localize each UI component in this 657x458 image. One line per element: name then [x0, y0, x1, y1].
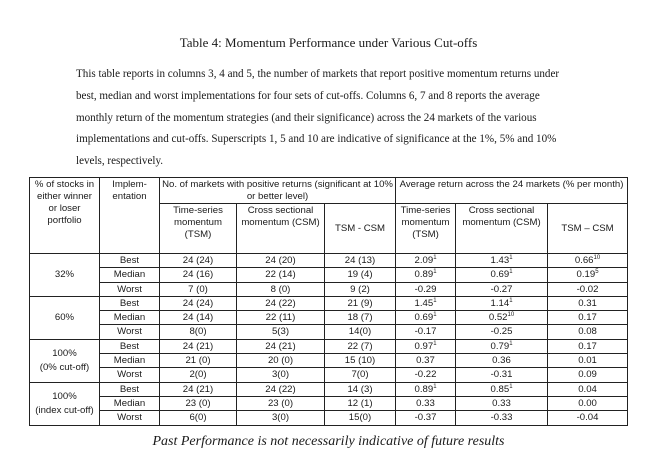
- header-markets-csm: Cross sectional momentum (CSM): [237, 204, 325, 254]
- cell-value: 0.33: [492, 397, 511, 409]
- tsm-markets-cell: [160, 396, 237, 410]
- header-markets-diff: TSM - CSM: [325, 204, 396, 254]
- table-row: [30, 325, 628, 339]
- table-row: [30, 354, 628, 368]
- diff-markets-cell: [325, 354, 396, 368]
- tsm-return-cell: [396, 268, 456, 282]
- csm-markets-cell: [237, 311, 325, 325]
- significance-superscript: 1: [433, 269, 437, 276]
- tsm-return-cell: [396, 254, 456, 268]
- significance-superscript: 1: [433, 312, 437, 318]
- cell-value: 23 (0): [185, 397, 211, 409]
- diff-markets-cell: [325, 296, 396, 310]
- diff-markets-cell: [325, 311, 396, 325]
- csm-return-cell: [456, 296, 548, 310]
- cell-value: 0.89: [414, 269, 434, 281]
- tsm-return-cell: [396, 296, 456, 310]
- header-markets-tsm: Time-series momentum (TSM): [160, 204, 237, 254]
- cell-value: 0.85: [490, 383, 510, 395]
- significance-superscript: 10: [507, 312, 515, 318]
- tsm-return-cell: [396, 382, 456, 396]
- diff-markets-cell: [325, 268, 396, 282]
- csm-markets-cell: [237, 368, 325, 382]
- csm-return-cell: [456, 396, 548, 410]
- cell-value: 24 (24): [182, 255, 214, 266]
- tsm-markets-cell: [160, 354, 237, 368]
- diff-return-cell: [548, 354, 628, 368]
- table-row: [30, 296, 628, 310]
- cell-value: 24 (21): [182, 340, 214, 352]
- diff-markets-cell: [325, 382, 396, 396]
- tsm-return-cell: [396, 282, 456, 296]
- csm-markets-cell: [237, 339, 325, 353]
- disclaimer-footer: Past Performance is not necessarily indicative of future results: [152, 434, 505, 449]
- cell-value: 0.36: [492, 355, 511, 367]
- group-label: 32%: [54, 268, 75, 280]
- header-returns-group: Average return across the 24 markets (% per month): [396, 178, 628, 204]
- tsm-markets-cell: [160, 339, 237, 353]
- significance-superscript: 10: [593, 254, 601, 261]
- cell-value: Worst: [117, 369, 142, 381]
- table-row: [30, 382, 628, 396]
- implementation-cell: [100, 368, 160, 382]
- header-returns-csm: Cross sectional momentum (CSM): [456, 204, 548, 254]
- cell-value: 22 (14): [265, 269, 296, 281]
- csm-markets-cell: [237, 325, 325, 339]
- cell-value: 0.09: [578, 369, 597, 381]
- diff-markets-cell: [325, 368, 396, 382]
- tsm-return-cell: [396, 368, 456, 382]
- diff-return-cell: [548, 282, 628, 296]
- csm-return-cell: [456, 268, 548, 282]
- implementation-cell: [100, 382, 160, 396]
- cell-value: -0.29: [414, 283, 437, 295]
- tsm-return-cell: [396, 311, 456, 325]
- header-returns-diff: TSM – CSM: [548, 204, 628, 254]
- momentum-performance-table: [29, 177, 628, 426]
- cell-value: Best: [119, 340, 140, 352]
- diff-markets-cell: [325, 396, 396, 410]
- cell-value: 24 (24): [182, 297, 214, 309]
- csm-markets-cell: [237, 411, 325, 425]
- cell-value: 7(0): [351, 369, 369, 381]
- cell-value: 5(3): [271, 326, 290, 338]
- tsm-return-cell: [396, 396, 456, 410]
- cell-value: 15(0): [348, 412, 372, 424]
- cell-value: -0.37: [414, 412, 437, 424]
- cell-value: 0.31: [578, 297, 597, 309]
- cell-value: 12 (1): [347, 397, 373, 409]
- group-label-cell: [30, 296, 100, 339]
- csm-return-cell: [456, 354, 548, 368]
- cell-value: 8 (0): [270, 283, 291, 295]
- implementation-cell: [100, 282, 160, 296]
- cell-value: Median: [113, 355, 146, 367]
- csm-return-cell: [456, 254, 548, 268]
- cell-value: 1.14: [490, 297, 510, 309]
- cell-value: 0.04: [578, 383, 597, 395]
- tsm-markets-cell: [160, 296, 237, 310]
- cell-value: Worst: [117, 326, 142, 338]
- csm-markets-cell: [237, 396, 325, 410]
- tsm-markets-cell: [160, 254, 237, 268]
- cell-value: 24 (22): [265, 297, 296, 309]
- cell-value: 24 (21): [265, 340, 296, 352]
- implementation-cell: [100, 268, 160, 282]
- cell-value: -0.31: [490, 369, 513, 381]
- tsm-markets-cell: [160, 268, 237, 282]
- csm-markets-cell: [237, 254, 325, 268]
- significance-superscript: 1: [433, 340, 437, 347]
- cell-value: 24 (16): [182, 269, 214, 281]
- cell-value: 0.19: [576, 269, 596, 281]
- diff-return-cell: [548, 339, 628, 353]
- diff-return-cell: [548, 311, 628, 325]
- table-row: [30, 411, 628, 425]
- momentum-table-container: [29, 177, 627, 426]
- cell-value: 1.45: [414, 297, 434, 309]
- tsm-markets-cell: [160, 311, 237, 325]
- cell-value: 24 (22): [265, 383, 296, 395]
- csm-markets-cell: [237, 296, 325, 310]
- cell-value: 15 (10): [344, 355, 376, 367]
- cell-value: Median: [113, 397, 146, 409]
- cell-value: 6(0): [189, 412, 207, 424]
- cell-value: 0.69: [414, 312, 434, 324]
- cell-value: 0.69: [490, 269, 510, 281]
- group-label-cell: [30, 382, 100, 425]
- table-title: Table 4: Momentum Performance under Various Cut-offs: [179, 35, 478, 50]
- csm-markets-cell: [237, 354, 325, 368]
- group-label-cell: [30, 339, 100, 382]
- significance-superscript: 1: [433, 383, 437, 390]
- table-row: [30, 282, 628, 296]
- significance-superscript: 1: [433, 254, 437, 261]
- cell-value: -0.33: [490, 412, 513, 424]
- cell-value: 9 (2): [350, 283, 370, 295]
- diff-markets-cell: [325, 411, 396, 425]
- diff-markets-cell: [325, 254, 396, 268]
- cell-value: 3(0): [271, 369, 290, 381]
- table-row: [30, 339, 628, 353]
- cell-value: -0.02: [576, 283, 599, 295]
- cell-value: 24 (20): [265, 255, 296, 266]
- significance-superscript: 1: [509, 269, 513, 276]
- group-label: 100%: [52, 347, 77, 359]
- diff-return-cell: [548, 296, 628, 310]
- cell-value: 0.52: [488, 312, 508, 324]
- tsm-markets-cell: [160, 282, 237, 296]
- diff-markets-cell: [325, 282, 396, 296]
- cell-value: 0.79: [490, 340, 510, 352]
- header-returns-tsm: Time-series momentum (TSM): [396, 204, 456, 254]
- implementation-cell: [100, 411, 160, 425]
- csm-return-cell: [456, 382, 548, 396]
- cell-value: 0.66: [574, 255, 594, 266]
- cell-value: -0.22: [414, 369, 437, 381]
- cell-value: 23 (0): [267, 397, 294, 409]
- cell-value: 0.01: [578, 355, 597, 367]
- significance-superscript: 1: [509, 340, 513, 347]
- cell-value: 24 (14): [182, 312, 214, 324]
- diff-return-cell: [548, 254, 628, 268]
- group-label: 100%: [52, 390, 77, 402]
- cell-value: 21 (0): [185, 355, 211, 367]
- implementation-cell: [100, 311, 160, 325]
- table-row: [30, 268, 628, 282]
- cell-value: -0.17: [414, 326, 437, 338]
- cell-value: 7 (0): [188, 283, 208, 295]
- diff-markets-cell: [325, 325, 396, 339]
- cell-value: 8(0): [189, 326, 207, 338]
- cell-value: -0.04: [576, 412, 599, 424]
- tsm-return-cell: [396, 339, 456, 353]
- cell-value: Best: [119, 255, 140, 266]
- tsm-return-cell: [396, 354, 456, 368]
- cell-value: 3(0): [271, 412, 290, 424]
- csm-markets-cell: [237, 282, 325, 296]
- cell-value: 14(0): [348, 326, 372, 338]
- csm-return-cell: [456, 411, 548, 425]
- significance-superscript: 1: [509, 254, 513, 261]
- csm-return-cell: [456, 325, 548, 339]
- group-sublabel: (0% cut-off): [39, 361, 90, 373]
- implementation-cell: [100, 296, 160, 310]
- cell-value: -0.27: [490, 283, 513, 295]
- tsm-markets-cell: [160, 411, 237, 425]
- cell-value: Median: [113, 269, 146, 281]
- implementation-cell: [100, 325, 160, 339]
- cell-value: 0.33: [416, 397, 435, 409]
- group-label-cell: [30, 254, 100, 297]
- cell-value: Best: [119, 297, 140, 309]
- cell-value: Best: [119, 383, 140, 395]
- implementation-cell: [100, 339, 160, 353]
- group-label: 60%: [54, 311, 75, 323]
- diff-return-cell: [548, 396, 628, 410]
- cell-value: 18 (7): [347, 312, 373, 324]
- csm-return-cell: [456, 282, 548, 296]
- diff-markets-cell: [325, 339, 396, 353]
- cell-value: Median: [113, 312, 146, 324]
- tsm-markets-cell: [160, 325, 237, 339]
- csm-return-cell: [456, 339, 548, 353]
- significance-superscript: 5: [595, 269, 599, 276]
- tsm-return-cell: [396, 325, 456, 339]
- cell-value: 0.97: [414, 340, 434, 352]
- significance-superscript: 1: [433, 297, 437, 304]
- cell-value: 0.17: [578, 312, 597, 324]
- cell-value: 0.17: [578, 340, 597, 352]
- header-cutoff: % of stocks in either winner or loser portfolio: [30, 178, 100, 254]
- table-body: [30, 254, 628, 426]
- cell-value: 14 (3): [347, 383, 373, 395]
- csm-markets-cell: [237, 268, 325, 282]
- table-row: [30, 311, 628, 325]
- tsm-return-cell: [396, 411, 456, 425]
- cell-value: 0.08: [578, 326, 597, 338]
- implementation-cell: [100, 254, 160, 268]
- group-sublabel: (index cut-off): [35, 404, 94, 416]
- table-row: [30, 254, 628, 268]
- csm-markets-cell: [237, 382, 325, 396]
- cell-value: Worst: [117, 412, 142, 424]
- diff-return-cell: [548, 368, 628, 382]
- cell-value: 2(0): [189, 369, 207, 381]
- diff-return-cell: [548, 325, 628, 339]
- cell-value: 24 (21): [182, 383, 214, 395]
- cell-value: 0.00: [578, 397, 597, 409]
- cell-value: Worst: [117, 283, 142, 295]
- cell-value: 2.09: [414, 255, 434, 266]
- csm-return-cell: [456, 368, 548, 382]
- table-caption: This table reports in columns 3, 4 and 5, the number of markets that report positive momentum returns under best, median and worst implementations for four sets of cut-offs. Columns 6, 7 and 8 reports the average monthly return of the momentum strategies (and their significance) across the 24 markets of the various implementations and cut-offs. Superscripts 1, 5 and 10 are indicative of significance at the 1%, 5% and 10% levels, respectively.: [76, 68, 560, 168]
- cell-value: 22 (7): [347, 340, 373, 352]
- significance-superscript: 1: [509, 383, 513, 390]
- significance-superscript: 1: [509, 297, 513, 304]
- tsm-markets-cell: [160, 382, 237, 396]
- cell-value: 21 (9): [347, 297, 373, 309]
- tsm-markets-cell: [160, 368, 237, 382]
- cell-value: 20 (0): [267, 355, 294, 367]
- diff-return-cell: [548, 411, 628, 425]
- cell-value: 22 (11): [265, 312, 296, 324]
- diff-return-cell: [548, 268, 628, 282]
- cell-value: 1.43: [490, 255, 510, 266]
- implementation-cell: [100, 354, 160, 368]
- cell-value: 0.89: [414, 383, 434, 395]
- cell-value: 0.37: [416, 355, 435, 367]
- header-markets-group: No. of markets with positive returns (significant at 10% or better level): [160, 178, 396, 204]
- cell-value: -0.25: [490, 326, 513, 338]
- implementation-cell: [100, 396, 160, 410]
- table-row: [30, 368, 628, 382]
- csm-return-cell: [456, 311, 548, 325]
- header-implementation: Implem-entation: [100, 178, 160, 254]
- table-row: [30, 396, 628, 410]
- diff-return-cell: [548, 382, 628, 396]
- cell-value: 19 (4): [347, 269, 373, 281]
- cell-value: 24 (13): [344, 255, 376, 266]
